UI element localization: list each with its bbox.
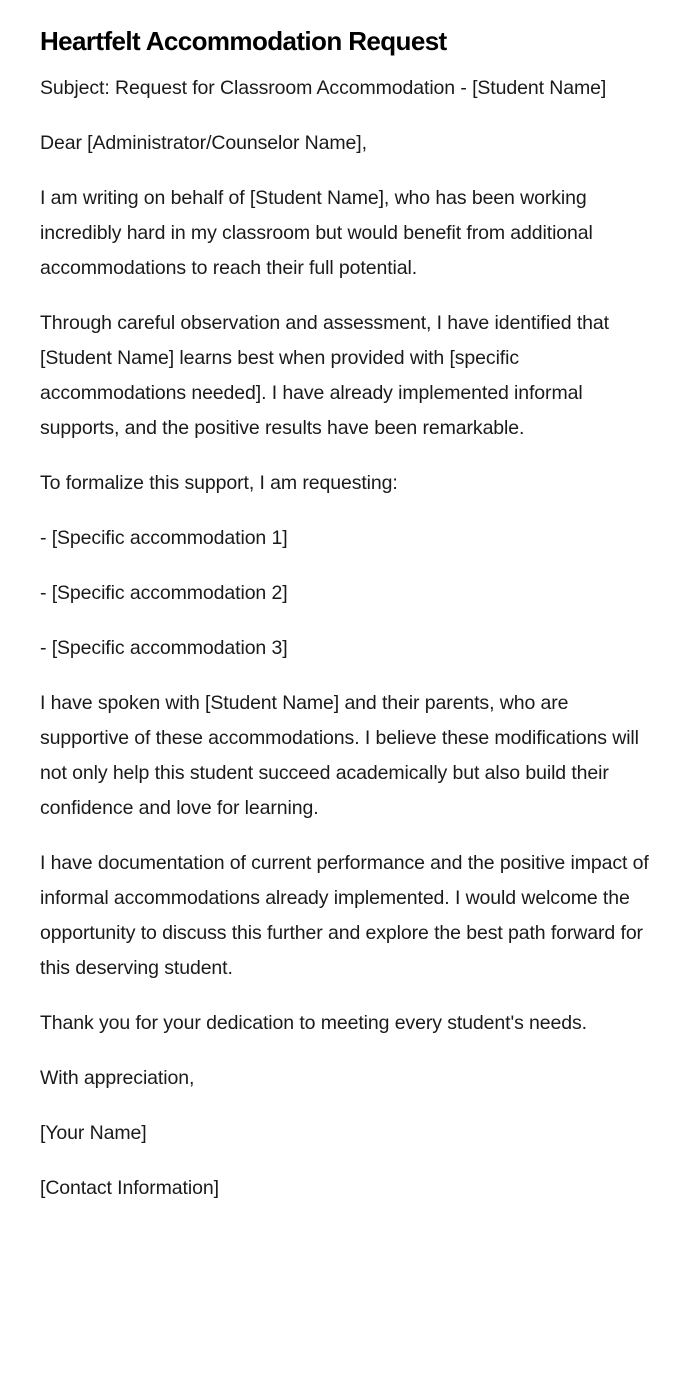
body-paragraph-documentation: I have documentation of current performance and the positive impact of informal accommodations already implemented. I would welcome the opportunity to discuss this further and explore the best path forward for this deserving student. <box>40 852 649 979</box>
closing: With appreciation, <box>40 1067 195 1089</box>
accommodation-item-1: - [Specific accommodation 1] <box>40 527 288 549</box>
thank-you-line: Thank you for your dedication to meeting every student's needs. <box>40 1012 587 1034</box>
document-title: Heartfelt Accommodation Request <box>40 26 447 56</box>
signature-name: [Your Name] <box>40 1122 147 1144</box>
accommodation-item-2: - [Specific accommodation 2] <box>40 582 288 604</box>
body-paragraph-observation: Through careful observation and assessment, I have identified that [Student Name] learns best when provided with [specific accommodations needed]. I have already implemented informal supports, and the positive results have been remarkable. <box>40 312 609 439</box>
salutation: Dear [Administrator/Counselor Name], <box>40 132 367 154</box>
accommodation-item-3: - [Specific accommodation 3] <box>40 637 288 659</box>
subject-line: Subject: Request for Classroom Accommodation - [Student Name] <box>40 77 607 99</box>
request-intro: To formalize this support, I am requesting: <box>40 472 398 494</box>
body-paragraph-support: I have spoken with [Student Name] and their parents, who are supportive of these accommodations. I believe these modifications will not only help this student succeed academically but also build their confidence and love for learning. <box>40 692 639 819</box>
contact-information: [Contact Information] <box>40 1177 219 1199</box>
body-paragraph-intro: I am writing on behalf of [Student Name], who has been working incredibly hard in my classroom but would benefit from additional accommodations to reach their full potential. <box>40 187 593 279</box>
